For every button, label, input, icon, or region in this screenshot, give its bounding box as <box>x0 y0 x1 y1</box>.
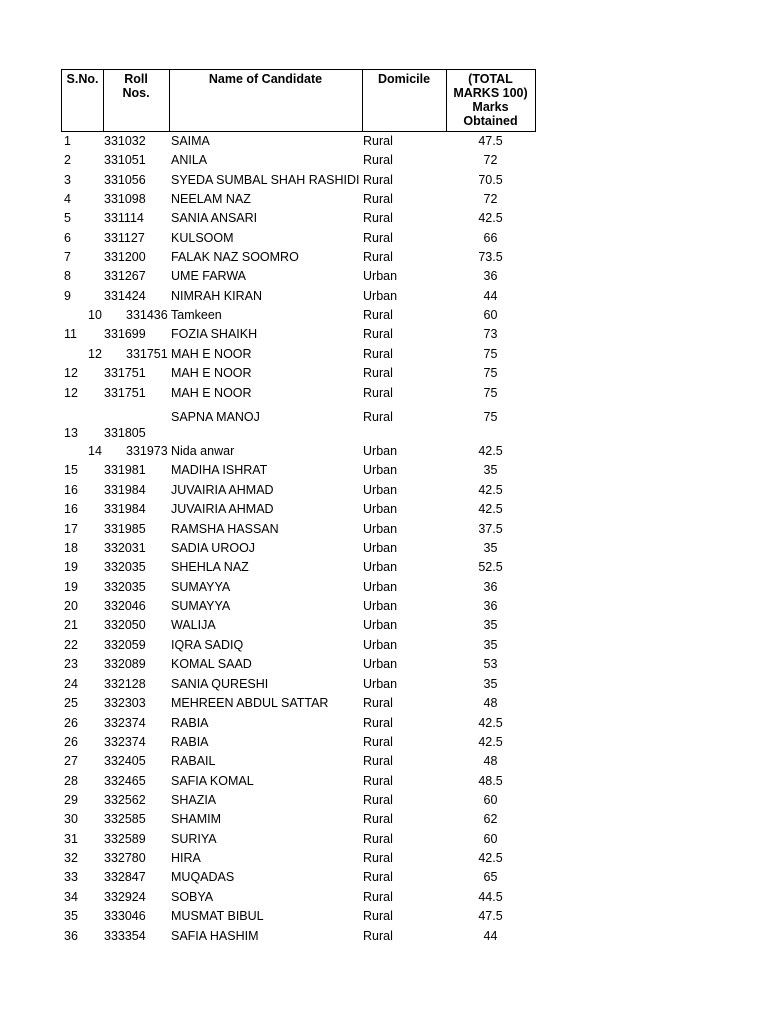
row-roll: 332303 <box>104 696 146 710</box>
row-marks: 75 <box>483 410 498 424</box>
row-roll: 331805 <box>104 426 146 440</box>
row-marks: 72 <box>483 153 498 167</box>
row-sno: 32 <box>64 851 78 865</box>
row-sno: 17 <box>64 522 78 536</box>
row-marks: 52.5 <box>478 560 503 574</box>
header-marks-line1: (TOTAL <box>468 72 513 86</box>
table-row <box>0 384 768 403</box>
row-domicile: Rural <box>363 909 393 923</box>
table-row <box>0 461 768 480</box>
row-domicile: Rural <box>363 929 393 943</box>
row-marks: 42.5 <box>478 502 503 516</box>
row-name: SURIYA <box>171 832 217 846</box>
row-sno: 35 <box>64 909 78 923</box>
row-roll: 331114 <box>104 211 144 225</box>
table-row <box>0 267 768 286</box>
row-roll: 332589 <box>104 832 146 846</box>
row-marks: 70.5 <box>478 173 503 187</box>
row-name: MUSMAT BIBUL <box>171 909 264 923</box>
row-marks: 53 <box>483 657 498 671</box>
row-domicile: Rural <box>363 870 393 884</box>
row-marks: 36 <box>483 599 498 613</box>
row-name: MAH E NOOR <box>171 386 252 400</box>
row-name: NIMRAH KIRAN <box>171 289 262 303</box>
row-roll: 332035 <box>104 580 146 594</box>
table-row <box>0 306 768 325</box>
row-name: SANIA ANSARI <box>171 211 258 225</box>
row-domicile: Urban <box>363 599 398 613</box>
row-marks: 35 <box>483 541 498 555</box>
row-name: KULSOOM <box>171 231 234 245</box>
row-domicile: Urban <box>363 618 398 632</box>
table-row <box>0 694 768 713</box>
row-marks: 44 <box>483 289 498 303</box>
row-roll: 332847 <box>104 870 146 884</box>
row-domicile: Rural <box>363 192 393 206</box>
table-row <box>0 655 768 674</box>
row-name: MAH E NOOR <box>171 366 252 380</box>
header-domicile-label: Domicile <box>377 72 431 86</box>
row-name: SHEHLA NAZ <box>171 560 249 574</box>
row-domicile: Rural <box>363 231 393 245</box>
row-name: UME FARWA <box>171 269 247 283</box>
table-row <box>0 408 768 440</box>
row-name: HIRA <box>171 851 201 865</box>
row-name: NEELAM NAZ <box>171 192 251 206</box>
row-domicile: Urban <box>363 638 398 652</box>
row-sno: 15 <box>64 463 78 477</box>
row-marks: 62 <box>483 812 498 826</box>
row-marks: 35 <box>483 677 498 691</box>
row-domicile: Rural <box>363 774 393 788</box>
row-name: SYEDA SUMBAL SHAH RASHIDI <box>171 173 360 187</box>
row-name: RABAIL <box>171 754 216 768</box>
row-sno: 10 <box>88 308 102 322</box>
row-roll: 332128 <box>104 677 146 691</box>
table-row <box>0 442 768 461</box>
header-domicile <box>362 69 447 132</box>
row-roll: 331985 <box>104 522 146 536</box>
row-marks: 73.5 <box>478 250 503 264</box>
row-roll: 332374 <box>104 716 146 730</box>
header-roll-line1: Roll <box>124 72 148 86</box>
table-row <box>0 772 768 791</box>
row-sno: 34 <box>64 890 78 904</box>
row-domicile: Urban <box>363 541 398 555</box>
table-row <box>0 364 768 383</box>
table-row <box>0 927 768 946</box>
row-name: SAFIA HASHIM <box>171 929 259 943</box>
row-sno: 13 <box>64 426 78 440</box>
row-name: SANIA QURESHI <box>171 677 269 691</box>
row-sno: 24 <box>64 677 78 691</box>
table-row <box>0 325 768 344</box>
row-domicile: Rural <box>363 134 393 148</box>
row-domicile: Rural <box>363 410 393 424</box>
row-marks: 35 <box>483 463 498 477</box>
row-roll: 332465 <box>104 774 146 788</box>
header-marks <box>446 69 536 132</box>
row-domicile: Urban <box>363 269 398 283</box>
row-domicile: Rural <box>363 347 393 361</box>
table-row <box>0 229 768 248</box>
table-row <box>0 190 768 209</box>
row-marks: 37.5 <box>478 522 503 536</box>
row-marks: 65 <box>483 870 498 884</box>
row-marks: 73 <box>483 327 498 341</box>
table-row <box>0 287 768 306</box>
row-roll: 332031 <box>104 541 146 555</box>
row-sno: 12 <box>88 347 102 361</box>
row-roll: 332050 <box>104 618 146 632</box>
row-marks: 44 <box>483 929 498 943</box>
row-marks: 48 <box>483 696 498 710</box>
row-roll: 332374 <box>104 735 146 749</box>
row-roll: 332924 <box>104 890 146 904</box>
row-roll: 331984 <box>104 502 146 516</box>
row-domicile: Rural <box>363 716 393 730</box>
row-marks: 48 <box>483 754 498 768</box>
row-sno: 3 <box>64 173 71 187</box>
row-sno: 12 <box>64 366 78 380</box>
row-roll: 331984 <box>104 483 146 497</box>
row-marks: 44.5 <box>478 890 503 904</box>
row-roll: 331056 <box>104 173 146 187</box>
row-name: MAH E NOOR <box>171 347 252 361</box>
header-sno-label: S.No. <box>66 72 99 86</box>
row-sno: 6 <box>64 231 71 245</box>
row-roll: 331127 <box>104 231 145 245</box>
row-sno: 2 <box>64 153 71 167</box>
row-name: SADIA UROOJ <box>171 541 256 555</box>
header-roll <box>103 69 170 132</box>
row-domicile: Urban <box>363 289 398 303</box>
row-domicile: Rural <box>363 366 393 380</box>
header-name-label: Name of Candidate <box>208 72 323 86</box>
row-domicile: Rural <box>363 851 393 865</box>
table-row <box>0 171 768 190</box>
row-name: RABIA <box>171 735 209 749</box>
table-row <box>0 752 768 771</box>
row-roll: 332585 <box>104 812 146 826</box>
row-domicile: Rural <box>363 812 393 826</box>
row-sno: 18 <box>64 541 78 555</box>
header-name <box>169 69 363 132</box>
table-row <box>0 714 768 733</box>
row-sno: 19 <box>64 580 78 594</box>
row-roll: 331751 <box>126 347 168 361</box>
row-sno: 21 <box>64 618 78 632</box>
row-marks: 75 <box>483 366 498 380</box>
table-row <box>0 907 768 926</box>
row-sno: 25 <box>64 696 78 710</box>
row-name: JUVAIRIA AHMAD <box>171 502 274 516</box>
row-name: IQRA SADIQ <box>171 638 244 652</box>
row-domicile: Rural <box>363 832 393 846</box>
row-roll: 331699 <box>104 327 146 341</box>
row-marks: 48.5 <box>478 774 503 788</box>
row-domicile: Rural <box>363 386 393 400</box>
row-roll: 331436 <box>126 308 168 322</box>
row-roll: 333046 <box>104 909 146 923</box>
row-domicile: Urban <box>363 444 398 458</box>
row-domicile: Rural <box>363 754 393 768</box>
row-marks: 35 <box>483 638 498 652</box>
row-domicile: Urban <box>363 522 398 536</box>
row-roll: 332780 <box>104 851 146 865</box>
row-sno: 1 <box>64 134 71 148</box>
row-marks: 36 <box>483 580 498 594</box>
table-row <box>0 791 768 810</box>
row-sno: 12 <box>64 386 78 400</box>
row-name: WALIJA <box>171 618 216 632</box>
row-roll: 331051 <box>104 153 146 167</box>
row-roll: 332059 <box>104 638 146 652</box>
row-marks: 60 <box>483 308 498 322</box>
row-marks: 47.5 <box>478 134 503 148</box>
row-roll: 331751 <box>104 366 146 380</box>
table-row <box>0 558 768 577</box>
row-sno: 26 <box>64 735 78 749</box>
row-sno: 36 <box>64 929 78 943</box>
table-row <box>0 868 768 887</box>
row-sno: 11 <box>64 327 77 341</box>
header-marks-line2: MARKS 100) <box>453 86 528 100</box>
row-name: SUMAYYA <box>171 599 231 613</box>
table-row <box>0 151 768 170</box>
row-name: SAFIA KOMAL <box>171 774 254 788</box>
row-sno: 30 <box>64 812 78 826</box>
row-roll: 332035 <box>104 560 146 574</box>
row-domicile: Urban <box>363 580 398 594</box>
table-row <box>0 616 768 635</box>
row-sno: 14 <box>88 444 102 458</box>
row-roll: 331751 <box>104 386 146 400</box>
row-domicile: Rural <box>363 308 393 322</box>
row-roll: 331200 <box>104 250 146 264</box>
table-row <box>0 733 768 752</box>
row-domicile: Rural <box>363 793 393 807</box>
row-sno: 16 <box>64 502 78 516</box>
row-marks: 60 <box>483 832 498 846</box>
row-name: MEHREEN ABDUL SATTAR <box>171 696 329 710</box>
header-sno <box>61 69 104 132</box>
row-name: SHAZIA <box>171 793 217 807</box>
row-roll: 332089 <box>104 657 146 671</box>
row-domicile: Urban <box>363 483 398 497</box>
row-domicile: Rural <box>363 696 393 710</box>
header-marks-line4: Obtained <box>463 114 518 128</box>
row-sno: 20 <box>64 599 78 613</box>
row-name: MADIHA ISHRAT <box>171 463 268 477</box>
table-row <box>0 132 768 151</box>
row-name: Nida anwar <box>171 444 235 458</box>
table-row <box>0 597 768 616</box>
row-marks: 42.5 <box>478 716 503 730</box>
row-sno: 19 <box>64 560 78 574</box>
row-marks: 75 <box>483 386 498 400</box>
row-roll: 333354 <box>104 929 146 943</box>
row-roll: 331098 <box>104 192 146 206</box>
row-name: FALAK NAZ SOOMRO <box>171 250 299 264</box>
row-marks: 60 <box>483 793 498 807</box>
table-row <box>0 539 768 558</box>
table-row <box>0 830 768 849</box>
row-domicile: Rural <box>363 153 393 167</box>
row-name: RAMSHA HASSAN <box>171 522 279 536</box>
row-name: SAPNA MANOJ <box>171 410 260 424</box>
row-domicile: Rural <box>363 250 393 264</box>
row-marks: 47.5 <box>478 909 503 923</box>
row-name: SHAMIM <box>171 812 221 826</box>
table-row <box>0 578 768 597</box>
row-domicile: Rural <box>363 327 393 341</box>
row-roll: 331981 <box>104 463 146 477</box>
row-sno: 5 <box>64 211 71 225</box>
row-sno: 28 <box>64 774 78 788</box>
row-marks: 35 <box>483 618 498 632</box>
row-domicile: Urban <box>363 560 398 574</box>
row-name: SUMAYYA <box>171 580 231 594</box>
row-name: JUVAIRIA AHMAD <box>171 483 274 497</box>
row-domicile: Urban <box>363 677 398 691</box>
row-sno: 16 <box>64 483 78 497</box>
row-name: Tamkeen <box>171 308 222 322</box>
row-name: SOBYA <box>171 890 214 904</box>
row-name: ANILA <box>171 153 208 167</box>
row-marks: 66 <box>483 231 498 245</box>
row-name: RABIA <box>171 716 209 730</box>
row-domicile: Urban <box>363 463 398 477</box>
row-sno: 29 <box>64 793 78 807</box>
table-row <box>0 248 768 267</box>
table-row <box>0 888 768 907</box>
table-row <box>0 849 768 868</box>
row-marks: 42.5 <box>478 483 503 497</box>
row-name: MUQADAS <box>171 870 235 884</box>
row-domicile: Rural <box>363 890 393 904</box>
row-roll: 331424 <box>104 289 146 303</box>
row-roll: 332046 <box>104 599 146 613</box>
row-marks: 42.5 <box>478 851 503 865</box>
table-row <box>0 636 768 655</box>
header-roll-line2: Nos. <box>122 86 150 100</box>
row-marks: 75 <box>483 347 498 361</box>
row-roll: 332405 <box>104 754 146 768</box>
table-row <box>0 345 768 364</box>
table-row <box>0 481 768 500</box>
row-sno: 33 <box>64 870 78 884</box>
row-sno: 23 <box>64 657 78 671</box>
row-sno: 31 <box>64 832 78 846</box>
row-sno: 22 <box>64 638 78 652</box>
row-name: KOMAL SAAD <box>171 657 252 671</box>
table-row <box>0 209 768 228</box>
table-row <box>0 675 768 694</box>
header-marks-line3: Marks <box>472 100 509 114</box>
row-roll: 331973 <box>126 444 168 458</box>
table-row <box>0 520 768 539</box>
row-name: FOZIA SHAIKH <box>171 327 258 341</box>
row-sno: 27 <box>64 754 78 768</box>
row-sno: 9 <box>64 289 71 303</box>
row-sno: 26 <box>64 716 78 730</box>
row-domicile: Rural <box>363 173 393 187</box>
row-domicile: Urban <box>363 502 398 516</box>
row-name: SAIMA <box>171 134 210 148</box>
table-row <box>0 810 768 829</box>
row-domicile: Rural <box>363 735 393 749</box>
row-marks: 42.5 <box>478 211 503 225</box>
row-marks: 42.5 <box>478 444 503 458</box>
row-marks: 36 <box>483 269 498 283</box>
row-marks: 42.5 <box>478 735 503 749</box>
row-sno: 8 <box>64 269 71 283</box>
row-roll: 332562 <box>104 793 146 807</box>
row-roll: 331032 <box>104 134 146 148</box>
row-sno: 4 <box>64 192 71 206</box>
row-marks: 72 <box>483 192 498 206</box>
row-domicile: Rural <box>363 211 393 225</box>
table-row <box>0 500 768 519</box>
row-sno: 7 <box>64 250 71 264</box>
row-domicile: Urban <box>363 657 398 671</box>
row-roll: 331267 <box>104 269 146 283</box>
